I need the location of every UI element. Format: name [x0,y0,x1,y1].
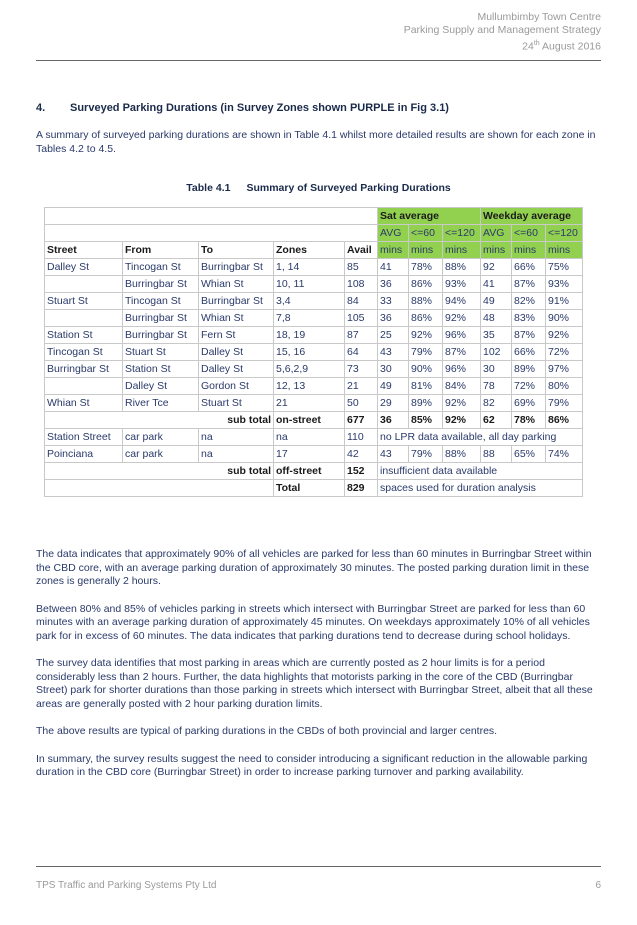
table-row [45,293,583,310]
table-cell: 33 [378,293,409,310]
table-cell: 92% [546,327,583,344]
body-paragraph: The data indicates that approximately 90% of all vehicles are parked for less than 60 minutes in Burringbar Street within the CBD core, with an average parking duration of approximately 30 minutes. The posted parking duration limit in these zones is generally 2 hours. [36,548,592,587]
table-cell: 82 [481,395,512,412]
table-cell: Stuart St [199,395,274,412]
table-cell: Station St [45,327,123,344]
table-cell: 66% [512,259,546,276]
table-row [45,378,583,395]
table-cell: Stuart St [45,293,123,310]
mins-header: mins [546,242,583,259]
table-cell: 72% [512,378,546,395]
table-cell: 43 [378,446,409,463]
table-cell: 96% [443,361,481,378]
page-number: 6 [595,880,601,891]
table-cell: 49 [378,378,409,395]
table-row [45,310,583,327]
table-cell: 108 [345,276,378,293]
subtotal-value: 62 [481,412,512,429]
page-header [404,11,601,54]
total-label: Total [274,480,345,497]
table-row [45,327,583,344]
table-cell: 92% [443,395,481,412]
subtotal-kind: off-street [274,463,345,480]
table-cell: 3,4 [274,293,345,310]
table-cell: 78 [481,378,512,395]
subtotal-value: 78% [512,412,546,429]
table-note-cell: no LPR data available, all day parking [378,429,583,446]
section-title: Surveyed Parking Durations (in Survey Zones shown PURPLE in Fig 3.1) [70,102,449,114]
table-cell: 93% [443,276,481,293]
table-cell: 86% [409,310,443,327]
table-cell: Gordon St [199,378,274,395]
table-cell: na [274,429,345,446]
table-cell: 88% [443,446,481,463]
table-cell: Whian St [45,395,123,412]
table-cell: 5,6,2,9 [274,361,345,378]
table-cell: 85 [345,259,378,276]
table-cell: 75% [546,259,583,276]
header-town: Mullumbimby Town Centre [477,11,601,23]
table-cell: na [199,446,274,463]
table-cell: Burringbar St [199,259,274,276]
subtotal-kind: on-street [274,412,345,429]
table-row [45,395,583,412]
avail-header: Avail [345,242,378,259]
street-header: Street [45,242,123,259]
table-cell: 18, 19 [274,327,345,344]
header-date-sup: th [533,40,540,47]
table-cell: Dalley St [123,378,199,395]
subtotal-value: 36 [378,412,409,429]
table-cell: 96% [443,327,481,344]
table-cell: 89% [512,361,546,378]
wkd-le60-header: <=60 [512,225,546,242]
table-group-header-row [45,208,583,225]
table-cell: 102 [481,344,512,361]
table-cell: 41 [378,259,409,276]
subtotal-avail: 677 [345,412,378,429]
table-cell: Fern St [199,327,274,344]
total-row [45,480,583,497]
table-cell: 81% [409,378,443,395]
table-blank-cell [45,480,274,497]
header-date [404,37,601,54]
table-cell: River Tce [123,395,199,412]
header-strategy: Parking Supply and Management Strategy [403,24,601,36]
mins-header: mins [443,242,481,259]
header-date-rest: August 2016 [539,40,601,53]
table-cell: 49 [481,293,512,310]
table-cell: 66% [512,344,546,361]
table-cell: 43 [378,344,409,361]
table-column-header-row [45,242,583,259]
table-cell: Burringbar St [123,327,199,344]
zones-header: Zones [274,242,345,259]
table-cell: na [199,429,274,446]
sat-le60-header: <=60 [409,225,443,242]
body-paragraph: The survey data identifies that most parking in areas which are currently posted as 2 hour limits is for a period considerably less than 2 hours. Further, the data highlights that motorists parking in the core of the CBD (Burringbar Street) park for shorter durations than those parking in streets which intersect with Burringbar Street, albeit that all these areas are generally posted with 2 hour parking duration limits. [36,657,593,710]
table-cell: Tincogan St [123,259,199,276]
table-cell: Dalley St [199,344,274,361]
table-cell: Burringbar St [199,293,274,310]
table-cell: 110 [345,429,378,446]
table-cell: 78% [409,259,443,276]
table-cell: Burringbar St [45,361,123,378]
table-cell [45,310,123,327]
table-cell: 64 [345,344,378,361]
table-cell: 21 [274,395,345,412]
subtotal-label: sub total [45,463,274,480]
table-cell: Tincogan St [45,344,123,361]
table-cell: 90% [546,310,583,327]
body-paragraph: Between 80% and 85% of vehicles parking in streets which intersect with Burringbar Street are parked for less than 60 minutes with an average parking duration of approximately 45 minutes. On weekdays approximately 10% of all vehicles park for in excess of 60 minutes. The data indicates that parking durations tend to decrease during school holidays. [36,602,590,642]
sat-average-header: Sat average [378,208,481,225]
table-cell: 94% [443,293,481,310]
intro-paragraph: A summary of surveyed parking durations are shown in Table 4.1 whilst more detailed results are shown for each zone in Tables 4.2 to 4.5. [36,129,596,155]
table-cell: 42 [345,446,378,463]
table-row [45,276,583,293]
table-cell: 83% [512,310,546,327]
body-text [36,548,601,794]
table-cell: 12, 13 [274,378,345,395]
table-cell: 79% [409,344,443,361]
table-cell: 79% [409,446,443,463]
table-sub-header-row [45,225,583,242]
table-cell: Burringbar St [123,310,199,327]
table-cell: 65% [512,446,546,463]
table-caption-label: Table 4.1 [186,182,231,194]
table-note-cell: insufficient data available [378,463,583,480]
parking-duration-table [44,207,583,497]
table-cell: 93% [546,276,583,293]
table-cell: 87% [512,327,546,344]
table-cell: 30 [481,361,512,378]
table-cell: car park [123,446,199,463]
subtotal-value: 86% [546,412,583,429]
table-cell: 105 [345,310,378,327]
table-cell: 84% [443,378,481,395]
table-cell: Station St [123,361,199,378]
table-cell: Whian St [199,276,274,293]
table-cell: car park [123,429,199,446]
table-cell: 36 [378,310,409,327]
table-cell: 29 [378,395,409,412]
table-cell: 88% [409,293,443,310]
table-blank-cell [45,208,378,225]
table-cell: 86% [409,276,443,293]
table-cell: 15, 16 [274,344,345,361]
subtotal-avail: 152 [345,463,378,480]
table-cell: 89% [409,395,443,412]
table-cell: 91% [546,293,583,310]
mins-header: mins [481,242,512,259]
table-cell: 88 [481,446,512,463]
table-cell: 21 [345,378,378,395]
table-cell: 72% [546,344,583,361]
wkd-avg-header: AVG [481,225,512,242]
table-cell: 92% [409,327,443,344]
table-cell: Burringbar St [123,276,199,293]
table-cell: 87 [345,327,378,344]
table-cell: Whian St [199,310,274,327]
table-row [45,344,583,361]
subtotal-label: sub total [45,412,274,429]
table-cell: 36 [378,276,409,293]
subtotal-value: 85% [409,412,443,429]
mins-header: mins [409,242,443,259]
table-cell: 48 [481,310,512,327]
table-cell: 74% [546,446,583,463]
offstreet-row [45,446,583,463]
table-cell: 50 [345,395,378,412]
table-cell: 30 [378,361,409,378]
sat-avg-header: AVG [378,225,409,242]
table-cell: Poinciana [45,446,123,463]
section-heading [36,102,449,114]
table-row [45,259,583,276]
wkd-le120-header: <=120 [546,225,583,242]
total-avail: 829 [345,480,378,497]
mins-header: mins [512,242,546,259]
table-cell: 82% [512,293,546,310]
table-caption-title: Summary of Surveyed Parking Durations [246,182,451,194]
footer-company: TPS Traffic and Parking Systems Pty Ltd [36,880,217,891]
table-cell: 92% [443,310,481,327]
table-cell: 41 [481,276,512,293]
table-cell: Station Street [45,429,123,446]
mins-header: mins [378,242,409,259]
sat-le120-header: <=120 [443,225,481,242]
table-cell: 87% [512,276,546,293]
footer-rule [36,866,601,867]
from-header: From [123,242,199,259]
table-note-cell: spaces used for duration analysis [378,480,583,497]
table-cell: Dalley St [45,259,123,276]
table-row [45,361,583,378]
to-header: To [199,242,274,259]
table-cell: 92 [481,259,512,276]
body-paragraph: In summary, the survey results suggest the need to consider introducing a significant reduction in the allowable parking duration in the CBD core (Burringbar Street) in order to increase parking turnover and parking availability. [36,752,588,778]
header-rule [36,60,601,61]
body-paragraph: The above results are typical of parking durations in the CBDs of both provincial and larger centres. [36,725,498,737]
table-caption [0,182,637,194]
table-cell: Dalley St [199,361,274,378]
header-date-day: 24 [522,40,534,53]
table-cell [45,378,123,395]
table-cell: Stuart St [123,344,199,361]
table-cell: 10, 11 [274,276,345,293]
table-cell: 97% [546,361,583,378]
table-cell: 84 [345,293,378,310]
table-cell: 17 [274,446,345,463]
onstreet-subtotal-row [45,412,583,429]
section-number: 4. [36,102,46,114]
table-cell: 69% [512,395,546,412]
subtotal-value: 92% [443,412,481,429]
table-cell: 25 [378,327,409,344]
table-cell: 35 [481,327,512,344]
weekday-average-header: Weekday average [481,208,583,225]
table-cell: 1, 14 [274,259,345,276]
table-cell: 80% [546,378,583,395]
table-blank-cell [45,225,378,242]
offstreet-row [45,429,583,446]
table-cell [45,276,123,293]
table-cell: 7,8 [274,310,345,327]
table-cell: 79% [546,395,583,412]
table-cell: 90% [409,361,443,378]
offstreet-subtotal-row [45,463,583,480]
table-cell: 73 [345,361,378,378]
table-cell: 87% [443,344,481,361]
table-cell: 88% [443,259,481,276]
table-cell: Tincogan St [123,293,199,310]
